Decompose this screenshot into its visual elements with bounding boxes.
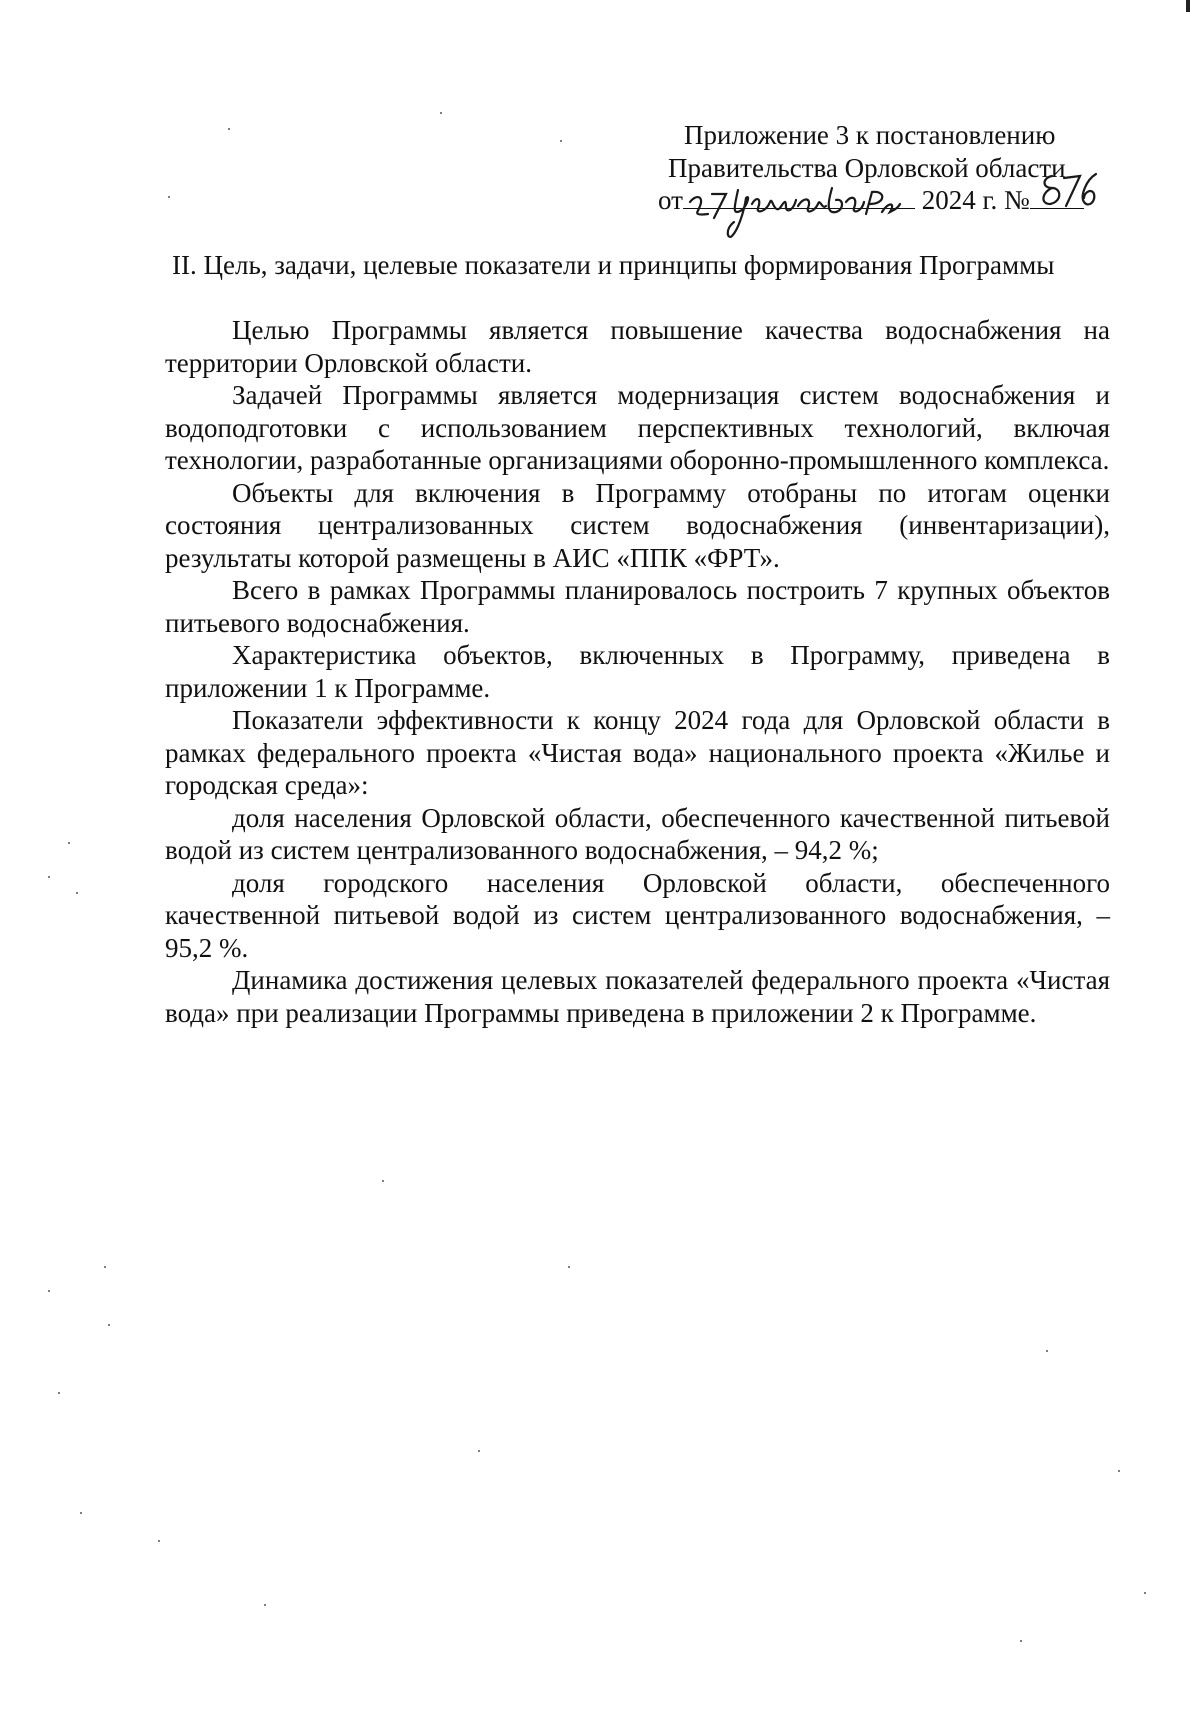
section-title: II. Цель, задачи, целевые показатели и принципы формирования Программы [172,250,1055,280]
scan-speck [158,1540,160,1542]
scan-speck [228,128,230,130]
scan-speck [568,1266,570,1268]
paragraph-objects-characteristics: Характеристика объектов, включенных в Программу, приведена в приложении 1 к Программе. [165,640,1110,703]
handwritten-number [1040,170,1100,210]
scan-speck [76,892,78,894]
scan-speck [382,1180,384,1182]
year-number-label: 2024 г. № [921,185,1030,215]
appendix-reference: Приложение 3 к постановлению [684,120,1056,150]
scan-speck [1046,1350,1048,1352]
scan-speck [560,140,562,142]
paragraph-selection: Объекты для включения в Программу отобраны по итогам оценки состояния централизованных систем водоснабжения (инвентаризации), результаты которой размещены в АИС «ППК «ФРТ». [165,477,1110,573]
paragraph-indicator-urban: доля городского населения Орловской области, обеспеченного качественной питьевой водой из систем централизованного водоснабжения, – 95,2 %. [165,867,1110,963]
government-name: Правительства Орловской области [668,153,1066,183]
paragraph-dynamics: Динамика достижения целевых показателей федерального проекта «Чистая вода» при реализации Программы приведена в приложении 2 к Программе. [165,965,1110,1028]
paragraph-objects-count: Всего в рамках Программы планировалось построить 7 крупных объектов питьевого водоснабжения. [165,575,1110,638]
date-prefix: от [658,185,683,215]
scan-speck [68,842,70,844]
paragraph-indicators-intro: Показатели эффективности к концу 2024 года для Орловской области в рамках федерального проекта «Чистая вода» национального проекта «Жилье и городская среда»: [165,705,1110,800]
scan-speck [1118,1470,1120,1472]
scan-edge-mark [1186,0,1190,12]
scan-speck [1144,1592,1146,1594]
scan-speck [80,1512,82,1514]
scan-speck [48,1290,50,1292]
scan-speck [104,1266,106,1268]
scan-speck [1020,1640,1022,1642]
scan-speck [440,112,442,114]
document-body [165,314,1110,1029]
scan-speck [58,1392,60,1394]
scan-speck [48,876,50,878]
paragraph-indicator-total: доля населения Орловской области, обеспеченного качественной питьевой водой из систем централизованного водоснабжения, – 94,2 %; [165,802,1110,865]
handwritten-date [686,168,922,240]
scan-speck [168,196,170,198]
scan-speck [108,1324,110,1326]
paragraph-task: Задачей Программы является модернизация систем водоснабжения и водоподготовки с использованием перспективных технологий, включая технологии, разработанные организациями оборонно-промышленного комплекса. [165,380,1110,475]
scan-speck [264,1604,266,1606]
scan-speck [478,1450,480,1452]
paragraph-goal: Целью Программы является повышение качества водоснабжения на территории Орловской области. [165,315,1110,378]
